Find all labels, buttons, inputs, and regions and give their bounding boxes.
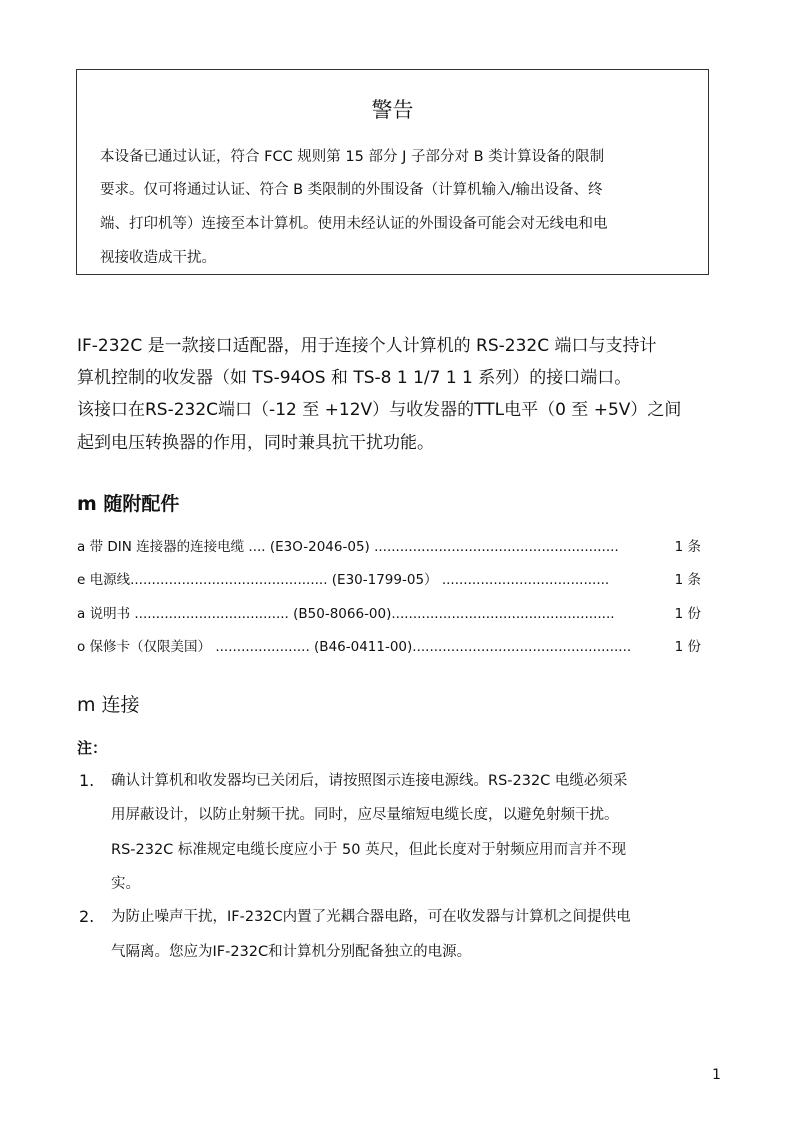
intro-line: 起到电压转换器的作用，同时兼具抗干扰功能。	[77, 433, 434, 453]
note-line: 气隔离。您应为IF-232C和计算机分别配备独立的电源。	[111, 944, 472, 960]
warning-title: 警告	[371, 98, 414, 122]
note-line: RS-232C 标准规定电缆长度应小于 50 英尺，但此长度对于射频应用而言并不现	[111, 842, 627, 858]
note-number: 2.	[79, 907, 95, 926]
accessory-qty: 1 份	[674, 606, 701, 622]
note-line: 用屏蔽设计，以防止射频干扰。同时，应尽量缩短电缆长度，以避免射频干扰。	[111, 807, 619, 823]
connection-heading: m 连接	[77, 694, 140, 716]
accessory-qty: 1 条	[674, 539, 701, 555]
note-line: 为防止噪声干扰，IF-232C内置了光耦合器电路，可在收发器与计算机之间提供电	[111, 909, 631, 925]
warning-line: 要求。仅可将通过认证、符合 B 类限制的外围设备（计算机输入/输出设备、终	[100, 182, 603, 198]
intro-line: IF-232C 是一款接口适配器，用于连接个人计算机的 RS-232C 端口与支持计	[77, 336, 657, 356]
accessory-item	[77, 537, 701, 557]
note-number: 1.	[79, 771, 95, 790]
intro-line: 算机控制的收发器（如 TS-94OS 和 TS-8 1 1/7 1 1 系列）的接口端口。	[77, 368, 632, 388]
accessory-qty: 1 条	[674, 572, 701, 588]
accessory-text: a 带 DIN 连接器的连接电缆 .... (E3O-2046-05) .........................................................	[77, 539, 619, 555]
accessory-text: e 电源线.............................................. (E30-1799-05） .......................................	[77, 572, 610, 588]
accessory-item	[77, 637, 701, 657]
accessory-item	[77, 604, 701, 624]
accessories-heading: m 随附配件	[77, 493, 180, 515]
accessory-text: a 说明书 .................................... (B50-8066-00)....................................................	[77, 606, 615, 622]
page-number: 1	[712, 1067, 721, 1083]
note-label: 注：	[77, 739, 108, 757]
accessory-item	[77, 570, 701, 590]
accessory-text: o 保修卡（仅限美国） ...................... (B46-0411-00)...................................................	[77, 639, 632, 655]
warning-box	[76, 69, 709, 275]
warning-line: 视接收造成干扰。	[100, 250, 216, 266]
note-line: 确认计算机和收发器均已关闭后，请按照图示连接电源线。RS-232C 电缆必须采	[111, 773, 628, 789]
accessory-qty: 1 份	[674, 639, 701, 655]
warning-line: 端、打印机等）连接至本计算机。使用未经认证的外围设备可能会对无线电和电	[100, 216, 608, 232]
note-line: 实。	[111, 876, 140, 892]
warning-line: 本设备已通过认证，符合 FCC 规则第 15 部分 J 子部分对 B 类计算设备的限制	[100, 149, 605, 165]
intro-line: 该接口在RS-232C端口（-12 至 +12V）与收发器的TTL电平（0 至 +5V）之间	[77, 400, 682, 420]
